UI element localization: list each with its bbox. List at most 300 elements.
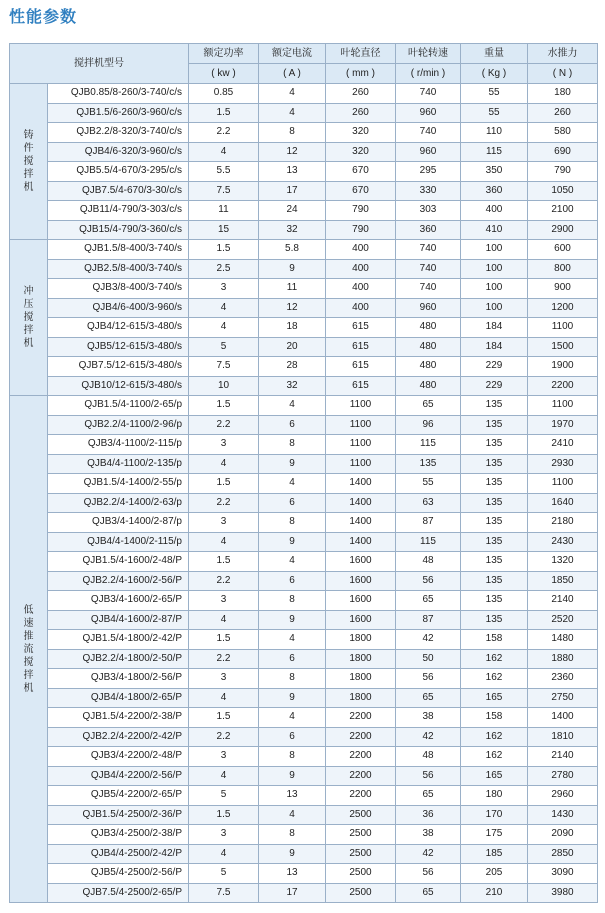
table-row	[10, 532, 598, 552]
group-label: 低速推流搅拌机	[23, 604, 34, 694]
page-title: 性能参数	[9, 7, 78, 26]
model-cell: QJB4/4-1400/2-115/p	[48, 532, 189, 552]
speed-cell: 295	[396, 162, 461, 182]
weight-cell: 185	[461, 844, 528, 864]
current-cell: 9	[259, 766, 326, 786]
thrust-cell: 2900	[528, 220, 598, 240]
diameter-cell: 1400	[326, 474, 396, 494]
table-row	[10, 493, 598, 513]
model-cell: QJB5/4-2200/2-65/P	[48, 786, 189, 806]
weight-cell: 135	[461, 571, 528, 591]
table-row	[10, 240, 598, 260]
diameter-cell: 400	[326, 240, 396, 260]
diameter-cell: 1100	[326, 415, 396, 435]
speed-cell: 740	[396, 123, 461, 143]
power-cell: 11	[189, 201, 259, 221]
speed-cell: 65	[396, 786, 461, 806]
power-cell: 1.5	[189, 552, 259, 572]
weight-cell: 135	[461, 396, 528, 416]
power-cell: 2.2	[189, 493, 259, 513]
power-cell: 5	[189, 337, 259, 357]
model-cell: QJB3/4-2500/2-38/P	[48, 825, 189, 845]
table-row	[10, 103, 598, 123]
power-cell: 2.2	[189, 727, 259, 747]
model-cell: QJB3/4-1800/2-56/P	[48, 669, 189, 689]
table-row	[10, 513, 598, 533]
thrust-cell: 600	[528, 240, 598, 260]
weight-cell: 100	[461, 298, 528, 318]
diameter-cell: 2200	[326, 708, 396, 728]
table-row	[10, 415, 598, 435]
diameter-cell: 320	[326, 123, 396, 143]
weight-cell: 135	[461, 474, 528, 494]
model-cell: QJB5/12-615/3-480/s	[48, 337, 189, 357]
diameter-cell: 615	[326, 357, 396, 377]
weight-cell: 350	[461, 162, 528, 182]
power-cell: 4	[189, 298, 259, 318]
weight-cell: 55	[461, 103, 528, 123]
table-row	[10, 669, 598, 689]
group-label: 铸件搅拌机	[23, 130, 34, 193]
speed-cell: 56	[396, 766, 461, 786]
power-cell: 4	[189, 610, 259, 630]
diameter-cell: 260	[326, 103, 396, 123]
thrust-cell: 2410	[528, 435, 598, 455]
header-row-names	[10, 44, 598, 64]
diameter-cell: 2500	[326, 825, 396, 845]
table-row	[10, 454, 598, 474]
diameter-cell: 615	[326, 376, 396, 396]
model-cell: QJB1.5/4-1600/2-48/P	[48, 552, 189, 572]
weight-cell: 205	[461, 864, 528, 884]
power-cell: 1.5	[189, 708, 259, 728]
speed-cell: 65	[396, 883, 461, 903]
thrust-cell: 1810	[528, 727, 598, 747]
current-cell: 13	[259, 786, 326, 806]
weight-cell: 175	[461, 825, 528, 845]
speed-cell: 115	[396, 435, 461, 455]
weight-cell: 100	[461, 259, 528, 279]
speed-cell: 65	[396, 688, 461, 708]
thrust-cell: 2850	[528, 844, 598, 864]
table-row	[10, 396, 598, 416]
speed-cell: 960	[396, 142, 461, 162]
diameter-cell: 2500	[326, 805, 396, 825]
weight-cell: 158	[461, 708, 528, 728]
thrust-cell: 800	[528, 259, 598, 279]
thrust-cell: 2960	[528, 786, 598, 806]
table-row	[10, 610, 598, 630]
weight-cell: 162	[461, 747, 528, 767]
speed-cell: 87	[396, 610, 461, 630]
diameter-cell: 670	[326, 181, 396, 201]
speed-cell: 480	[396, 376, 461, 396]
model-cell: QJB0.85/8-260/3-740/c/s	[48, 84, 189, 104]
performance-table	[9, 43, 598, 903]
speed-cell: 115	[396, 532, 461, 552]
power-cell: 10	[189, 376, 259, 396]
current-cell: 32	[259, 220, 326, 240]
group-label-cell	[10, 84, 48, 240]
power-cell: 5.5	[189, 162, 259, 182]
table-row	[10, 142, 598, 162]
power-cell: 3	[189, 435, 259, 455]
header-weight: 重量	[461, 44, 528, 64]
power-cell: 3	[189, 825, 259, 845]
table-row	[10, 766, 598, 786]
group-label-cell	[10, 396, 48, 903]
header-impeller-diameter: 叶轮直径	[326, 44, 396, 64]
table-row	[10, 337, 598, 357]
weight-cell: 184	[461, 318, 528, 338]
weight-cell: 135	[461, 454, 528, 474]
thrust-cell: 1050	[528, 181, 598, 201]
diameter-cell: 1800	[326, 669, 396, 689]
power-cell: 2.2	[189, 649, 259, 669]
table-row	[10, 259, 598, 279]
current-cell: 4	[259, 103, 326, 123]
thrust-cell: 2520	[528, 610, 598, 630]
speed-cell: 360	[396, 220, 461, 240]
weight-cell: 210	[461, 883, 528, 903]
current-cell: 32	[259, 376, 326, 396]
model-cell: QJB4/4-1600/2-87/P	[48, 610, 189, 630]
unit-impeller-diameter: ( mm )	[326, 64, 396, 84]
model-cell: QJB1.5/6-260/3-960/c/s	[48, 103, 189, 123]
thrust-cell: 1480	[528, 630, 598, 650]
current-cell: 8	[259, 825, 326, 845]
model-cell: QJB1.5/4-2200/2-38/P	[48, 708, 189, 728]
weight-cell: 135	[461, 532, 528, 552]
header-impeller-speed: 叶轮转速	[396, 44, 461, 64]
speed-cell: 36	[396, 805, 461, 825]
current-cell: 17	[259, 883, 326, 903]
weight-cell: 162	[461, 649, 528, 669]
header-thrust: 水推力	[528, 44, 598, 64]
speed-cell: 87	[396, 513, 461, 533]
table-row	[10, 298, 598, 318]
thrust-cell: 1640	[528, 493, 598, 513]
power-cell: 1.5	[189, 103, 259, 123]
speed-cell: 63	[396, 493, 461, 513]
thrust-cell: 1100	[528, 318, 598, 338]
group-label: 冲压搅拌机	[23, 286, 34, 349]
current-cell: 9	[259, 454, 326, 474]
speed-cell: 56	[396, 669, 461, 689]
power-cell: 5	[189, 786, 259, 806]
table-row	[10, 552, 598, 572]
diameter-cell: 1400	[326, 493, 396, 513]
table-row	[10, 220, 598, 240]
table-row	[10, 844, 598, 864]
thrust-cell: 790	[528, 162, 598, 182]
speed-cell: 42	[396, 727, 461, 747]
thrust-cell: 1430	[528, 805, 598, 825]
group-label-cell	[10, 240, 48, 396]
model-cell: QJB7.5/12-615/3-480/s	[48, 357, 189, 377]
thrust-cell: 1970	[528, 415, 598, 435]
weight-cell: 184	[461, 337, 528, 357]
table-row	[10, 201, 598, 221]
table-row	[10, 649, 598, 669]
diameter-cell: 615	[326, 337, 396, 357]
speed-cell: 55	[396, 474, 461, 494]
table-row	[10, 786, 598, 806]
unit-power: ( kw )	[189, 64, 259, 84]
weight-cell: 135	[461, 513, 528, 533]
thrust-cell: 2100	[528, 201, 598, 221]
diameter-cell: 1600	[326, 571, 396, 591]
table-row	[10, 805, 598, 825]
weight-cell: 135	[461, 435, 528, 455]
current-cell: 8	[259, 591, 326, 611]
power-cell: 2.2	[189, 123, 259, 143]
thrust-cell: 260	[528, 103, 598, 123]
thrust-cell: 180	[528, 84, 598, 104]
diameter-cell: 1800	[326, 630, 396, 650]
power-cell: 1.5	[189, 630, 259, 650]
speed-cell: 56	[396, 571, 461, 591]
speed-cell: 135	[396, 454, 461, 474]
current-cell: 8	[259, 747, 326, 767]
model-cell: QJB1.5/4-1400/2-55/p	[48, 474, 189, 494]
power-cell: 1.5	[189, 240, 259, 260]
current-cell: 9	[259, 610, 326, 630]
diameter-cell: 320	[326, 142, 396, 162]
weight-cell: 229	[461, 357, 528, 377]
current-cell: 4	[259, 84, 326, 104]
power-cell: 5	[189, 864, 259, 884]
power-cell: 4	[189, 142, 259, 162]
speed-cell: 740	[396, 240, 461, 260]
power-cell: 2.5	[189, 259, 259, 279]
unit-weight: ( Kg )	[461, 64, 528, 84]
current-cell: 18	[259, 318, 326, 338]
table-row	[10, 883, 598, 903]
model-cell: QJB11/4-790/3-303/c/s	[48, 201, 189, 221]
current-cell: 6	[259, 571, 326, 591]
model-cell: QJB7.5/4-670/3-30/c/s	[48, 181, 189, 201]
table-row	[10, 357, 598, 377]
speed-cell: 740	[396, 279, 461, 299]
speed-cell: 42	[396, 630, 461, 650]
power-cell: 1.5	[189, 396, 259, 416]
speed-cell: 42	[396, 844, 461, 864]
table-row	[10, 591, 598, 611]
table-row	[10, 864, 598, 884]
thrust-cell: 2430	[528, 532, 598, 552]
current-cell: 13	[259, 864, 326, 884]
current-cell: 28	[259, 357, 326, 377]
power-cell: 3	[189, 747, 259, 767]
thrust-cell: 2090	[528, 825, 598, 845]
model-cell: QJB10/12-615/3-480/s	[48, 376, 189, 396]
unit-current: ( A )	[259, 64, 326, 84]
model-cell: QJB3/4-1600/2-65/P	[48, 591, 189, 611]
weight-cell: 135	[461, 610, 528, 630]
table-row	[10, 747, 598, 767]
power-cell: 4	[189, 688, 259, 708]
current-cell: 13	[259, 162, 326, 182]
current-cell: 4	[259, 708, 326, 728]
current-cell: 6	[259, 727, 326, 747]
current-cell: 9	[259, 259, 326, 279]
diameter-cell: 400	[326, 298, 396, 318]
diameter-cell: 400	[326, 279, 396, 299]
weight-cell: 135	[461, 415, 528, 435]
diameter-cell: 2200	[326, 766, 396, 786]
thrust-cell: 2180	[528, 513, 598, 533]
speed-cell: 960	[396, 103, 461, 123]
thrust-cell: 3090	[528, 864, 598, 884]
model-cell: QJB2.2/8-320/3-740/c/s	[48, 123, 189, 143]
thrust-cell: 690	[528, 142, 598, 162]
table-row	[10, 318, 598, 338]
model-cell: QJB4/4-1800/2-65/P	[48, 688, 189, 708]
power-cell: 4	[189, 454, 259, 474]
power-cell: 15	[189, 220, 259, 240]
speed-cell: 480	[396, 357, 461, 377]
power-cell: 1.5	[189, 805, 259, 825]
thrust-cell: 2930	[528, 454, 598, 474]
model-cell: QJB4/4-2500/2-42/P	[48, 844, 189, 864]
diameter-cell: 1800	[326, 649, 396, 669]
model-cell: QJB4/6-400/3-960/s	[48, 298, 189, 318]
table-row	[10, 181, 598, 201]
weight-cell: 170	[461, 805, 528, 825]
thrust-cell: 2750	[528, 688, 598, 708]
table-row	[10, 825, 598, 845]
weight-cell: 110	[461, 123, 528, 143]
speed-cell: 50	[396, 649, 461, 669]
speed-cell: 48	[396, 552, 461, 572]
model-cell: QJB3/4-1400/2-87/p	[48, 513, 189, 533]
speed-cell: 65	[396, 591, 461, 611]
header-model: 搅拌机型号	[10, 44, 189, 84]
power-cell: 3	[189, 279, 259, 299]
diameter-cell: 2500	[326, 844, 396, 864]
model-cell: QJB5/4-2500/2-56/P	[48, 864, 189, 884]
weight-cell: 135	[461, 552, 528, 572]
unit-impeller-speed: ( r/min )	[396, 64, 461, 84]
thrust-cell: 1880	[528, 649, 598, 669]
weight-cell: 165	[461, 766, 528, 786]
weight-cell: 135	[461, 493, 528, 513]
weight-cell: 165	[461, 688, 528, 708]
diameter-cell: 1400	[326, 513, 396, 533]
current-cell: 11	[259, 279, 326, 299]
table-row	[10, 474, 598, 494]
table-row	[10, 630, 598, 650]
model-cell: QJB3/4-1100/2-115/p	[48, 435, 189, 455]
speed-cell: 48	[396, 747, 461, 767]
model-cell: QJB2.2/4-1100/2-96/p	[48, 415, 189, 435]
table-row	[10, 279, 598, 299]
diameter-cell: 615	[326, 318, 396, 338]
model-cell: QJB4/4-1100/2-135/p	[48, 454, 189, 474]
model-cell: QJB2.2/4-1600/2-56/P	[48, 571, 189, 591]
table-body	[10, 84, 598, 903]
model-cell: QJB3/4-2200/2-48/P	[48, 747, 189, 767]
speed-cell: 480	[396, 337, 461, 357]
thrust-cell: 1400	[528, 708, 598, 728]
model-cell: QJB4/6-320/3-960/c/s	[48, 142, 189, 162]
thrust-cell: 1100	[528, 474, 598, 494]
thrust-cell: 2780	[528, 766, 598, 786]
speed-cell: 330	[396, 181, 461, 201]
diameter-cell: 1100	[326, 396, 396, 416]
thrust-cell: 1900	[528, 357, 598, 377]
power-cell: 2.2	[189, 415, 259, 435]
current-cell: 12	[259, 298, 326, 318]
current-cell: 5.8	[259, 240, 326, 260]
table-row	[10, 708, 598, 728]
power-cell: 7.5	[189, 357, 259, 377]
header-power: 额定功率	[189, 44, 259, 64]
current-cell: 4	[259, 396, 326, 416]
model-cell: QJB1.5/4-2500/2-36/P	[48, 805, 189, 825]
weight-cell: 410	[461, 220, 528, 240]
diameter-cell: 2200	[326, 747, 396, 767]
weight-cell: 360	[461, 181, 528, 201]
table-row	[10, 435, 598, 455]
diameter-cell: 1600	[326, 552, 396, 572]
current-cell: 8	[259, 435, 326, 455]
weight-cell: 180	[461, 786, 528, 806]
current-cell: 4	[259, 805, 326, 825]
power-cell: 3	[189, 669, 259, 689]
diameter-cell: 1100	[326, 454, 396, 474]
power-cell: 4	[189, 318, 259, 338]
header-current: 额定电流	[259, 44, 326, 64]
power-cell: 0.85	[189, 84, 259, 104]
speed-cell: 38	[396, 825, 461, 845]
table-row	[10, 571, 598, 591]
current-cell: 9	[259, 844, 326, 864]
diameter-cell: 1100	[326, 435, 396, 455]
model-cell: QJB4/12-615/3-480/s	[48, 318, 189, 338]
current-cell: 9	[259, 532, 326, 552]
power-cell: 3	[189, 513, 259, 533]
thrust-cell: 1320	[528, 552, 598, 572]
diameter-cell: 1800	[326, 688, 396, 708]
model-cell: QJB4/4-2200/2-56/P	[48, 766, 189, 786]
table-row	[10, 727, 598, 747]
table-row	[10, 84, 598, 104]
diameter-cell: 1600	[326, 610, 396, 630]
thrust-cell: 2140	[528, 747, 598, 767]
thrust-cell: 1500	[528, 337, 598, 357]
weight-cell: 400	[461, 201, 528, 221]
weight-cell: 162	[461, 727, 528, 747]
power-cell: 1.5	[189, 474, 259, 494]
diameter-cell: 2200	[326, 727, 396, 747]
current-cell: 6	[259, 493, 326, 513]
thrust-cell: 1100	[528, 396, 598, 416]
current-cell: 20	[259, 337, 326, 357]
thrust-cell: 580	[528, 123, 598, 143]
speed-cell: 56	[396, 864, 461, 884]
model-cell: QJB5.5/4-670/3-295/c/s	[48, 162, 189, 182]
weight-cell: 100	[461, 279, 528, 299]
speed-cell: 65	[396, 396, 461, 416]
current-cell: 4	[259, 630, 326, 650]
model-cell: QJB1.5/4-1100/2-65/p	[48, 396, 189, 416]
unit-thrust: ( N )	[528, 64, 598, 84]
thrust-cell: 1200	[528, 298, 598, 318]
speed-cell: 96	[396, 415, 461, 435]
current-cell: 4	[259, 474, 326, 494]
